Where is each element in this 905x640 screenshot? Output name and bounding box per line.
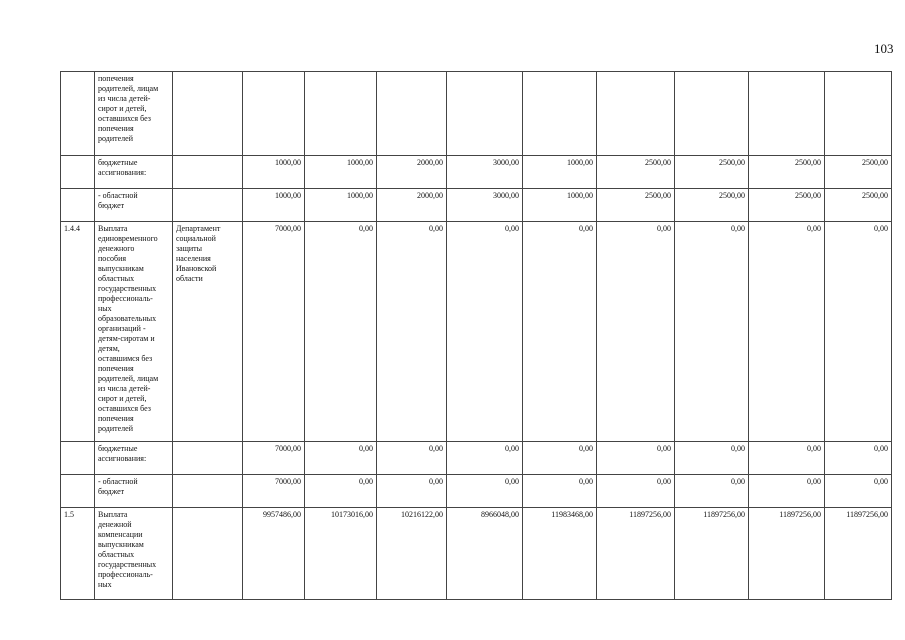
- amount-cell: 2500,00: [825, 156, 892, 189]
- amount-cell: 0,00: [377, 222, 447, 442]
- amount-cell: 1000,00: [305, 189, 377, 222]
- amount-cell: 2500,00: [597, 156, 675, 189]
- amount-cell: 1000,00: [523, 156, 597, 189]
- amount-cell: 11897256,00: [749, 508, 825, 600]
- amount-cell: [825, 72, 892, 156]
- amount-cell: 0,00: [523, 475, 597, 508]
- description-cell: - областной бюджет: [95, 189, 173, 222]
- amount-cell: 2500,00: [825, 189, 892, 222]
- amount-cell: 0,00: [749, 222, 825, 442]
- executor-cell: [173, 475, 243, 508]
- amount-cell: [749, 72, 825, 156]
- amount-cell: 0,00: [447, 475, 523, 508]
- row-number-cell: [61, 72, 95, 156]
- amount-cell: 10173016,00: [305, 508, 377, 600]
- amount-cell: 0,00: [447, 442, 523, 475]
- amount-cell: [377, 72, 447, 156]
- amount-cell: 0,00: [523, 442, 597, 475]
- amount-cell: 2500,00: [597, 189, 675, 222]
- amount-cell: 0,00: [825, 475, 892, 508]
- description-cell: бюджетные ассигнования:: [95, 156, 173, 189]
- row-number-cell: [61, 475, 95, 508]
- amount-cell: 11983468,00: [523, 508, 597, 600]
- amount-cell: 8966048,00: [447, 508, 523, 600]
- amount-cell: 2000,00: [377, 189, 447, 222]
- row-number-cell: 1.5: [61, 508, 95, 600]
- amount-cell: 2500,00: [675, 189, 749, 222]
- description-cell: - областной бюджет: [95, 475, 173, 508]
- amount-cell: [305, 72, 377, 156]
- amount-cell: 0,00: [305, 475, 377, 508]
- executor-cell: [173, 156, 243, 189]
- executor-cell: Департамент социальной защиты населения Ивановской области: [173, 222, 243, 442]
- amount-cell: [243, 72, 305, 156]
- description-cell: бюджетные ассигнования:: [95, 442, 173, 475]
- amount-cell: 7000,00: [243, 442, 305, 475]
- amount-cell: 7000,00: [243, 222, 305, 442]
- row-number-cell: [61, 156, 95, 189]
- amount-cell: 7000,00: [243, 475, 305, 508]
- amount-cell: 10216122,00: [377, 508, 447, 600]
- amount-cell: [523, 72, 597, 156]
- table-row: [61, 442, 892, 475]
- executor-cell: [173, 508, 243, 600]
- table-row: [61, 72, 892, 156]
- amount-cell: 0,00: [749, 475, 825, 508]
- amount-cell: 0,00: [675, 475, 749, 508]
- amount-cell: 1000,00: [305, 156, 377, 189]
- row-number-cell: [61, 442, 95, 475]
- amount-cell: 0,00: [597, 222, 675, 442]
- table-row: [61, 189, 892, 222]
- amount-cell: 2000,00: [377, 156, 447, 189]
- executor-cell: [173, 72, 243, 156]
- amount-cell: 0,00: [377, 475, 447, 508]
- page-number: 103: [874, 41, 894, 56]
- amount-cell: 0,00: [305, 222, 377, 442]
- description-cell: Выплата денежной компенсации выпускникам областных государственных профессиональ- ных: [95, 508, 173, 600]
- row-number-cell: [61, 189, 95, 222]
- amount-cell: 0,00: [377, 442, 447, 475]
- amount-cell: 0,00: [749, 442, 825, 475]
- budget-table: [60, 71, 892, 600]
- amount-cell: 0,00: [523, 222, 597, 442]
- amount-cell: 0,00: [675, 442, 749, 475]
- amount-cell: 0,00: [675, 222, 749, 442]
- amount-cell: 9957486,00: [243, 508, 305, 600]
- description-cell: Выплата единовременного денежного пособия выпускникам областных государственных профессиональ- ных образовательных организаций - детям-сиротам и детям, оставшимся без попечения родителей, лицам из числа детей- сирот и детей, оставшихся без попечения родителей: [95, 222, 173, 442]
- amount-cell: 0,00: [447, 222, 523, 442]
- amount-cell: 2500,00: [675, 156, 749, 189]
- row-number-cell: 1.4.4: [61, 222, 95, 442]
- table-row: [61, 508, 892, 600]
- executor-cell: [173, 189, 243, 222]
- amount-cell: 0,00: [305, 442, 377, 475]
- amount-cell: [447, 72, 523, 156]
- amount-cell: 0,00: [597, 442, 675, 475]
- amount-cell: 3000,00: [447, 189, 523, 222]
- description-cell: попечения родителей, лицам из числа детей- сирот и детей, оставшихся без попечения родителей: [95, 72, 173, 156]
- amount-cell: 1000,00: [243, 189, 305, 222]
- amount-cell: 1000,00: [243, 156, 305, 189]
- amount-cell: [675, 72, 749, 156]
- amount-cell: 11897256,00: [675, 508, 749, 600]
- amount-cell: 0,00: [825, 442, 892, 475]
- amount-cell: 1000,00: [523, 189, 597, 222]
- amount-cell: 11897256,00: [825, 508, 892, 600]
- amount-cell: 0,00: [825, 222, 892, 442]
- amount-cell: 11897256,00: [597, 508, 675, 600]
- amount-cell: 0,00: [597, 475, 675, 508]
- amount-cell: [597, 72, 675, 156]
- executor-cell: [173, 442, 243, 475]
- amount-cell: 2500,00: [749, 156, 825, 189]
- amount-cell: 3000,00: [447, 156, 523, 189]
- amount-cell: 2500,00: [749, 189, 825, 222]
- table-row: [61, 222, 892, 442]
- table-row: [61, 156, 892, 189]
- table-row: [61, 475, 892, 508]
